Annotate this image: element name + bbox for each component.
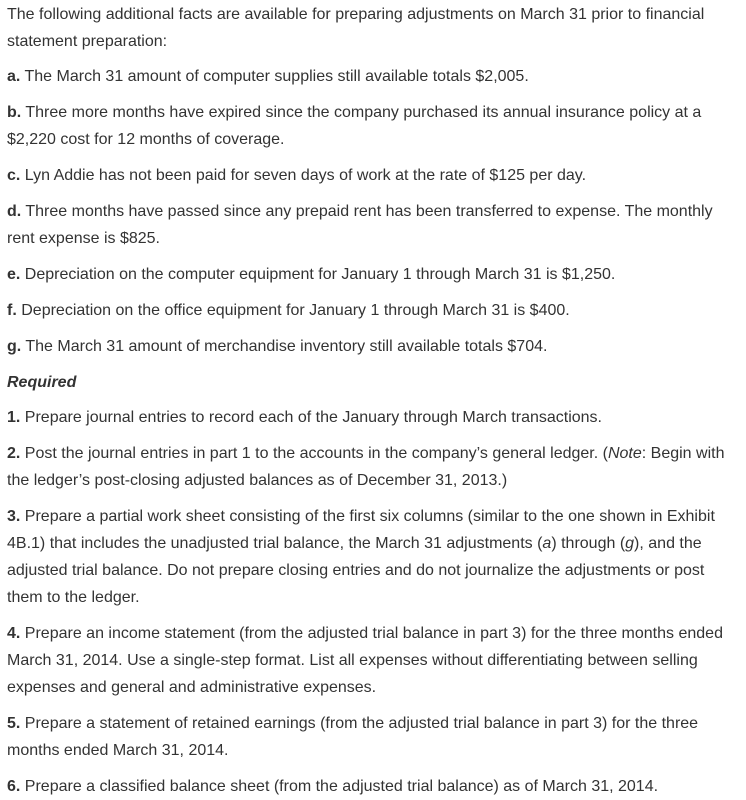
fact-text: Lyn Addie has not been paid for seven days of work at the rate of $125 per day. (24, 167, 587, 184)
required-heading: Required (7, 374, 77, 391)
requirement-label: 2. (7, 445, 21, 462)
fact-g (7, 333, 738, 360)
fact-label: e. (7, 266, 21, 283)
adjustment-ref-g: g (625, 535, 635, 552)
adjustment-ref-a: a (542, 535, 552, 552)
requirement-2 (7, 440, 738, 494)
fact-label: c. (7, 167, 21, 184)
requirement-label: 4. (7, 625, 21, 642)
fact-e (7, 261, 738, 288)
requirement-label: 1. (7, 409, 21, 426)
fact-label: f. (7, 302, 17, 319)
fact-label: a. (7, 68, 21, 85)
requirement-text: Prepare an income statement (from the adjusted trial balance in part 3) for the three months ended March 31, 2014. Use a single-step format. List all expenses without differentiating between selling expenses and general and administrative expenses. (7, 625, 723, 696)
requirement-5 (7, 710, 738, 764)
fact-text: Depreciation on the office equipment for January 1 through March 31 is $400. (21, 302, 570, 319)
requirement-3 (7, 503, 738, 611)
requirement-text: Prepare a classified balance sheet (from the adjusted trial balance) as of March 31, 2014. (24, 778, 659, 795)
requirement-label: 6. (7, 778, 21, 795)
fact-b (7, 99, 738, 153)
requirement-label: 3. (7, 508, 21, 525)
fact-a (7, 63, 738, 90)
requirement-text: Prepare a statement of retained earnings (from the adjusted trial balance in part 3) for the three months ended March 31, 2014. (7, 715, 699, 759)
fact-d (7, 198, 738, 252)
requirement-text-continued: ), and the adjusted trial balance. Do not prepare closing entries and do not journalize the adjustments or post them to the ledger. (7, 535, 705, 606)
fact-label: d. (7, 203, 22, 220)
fact-text: The March 31 amount of computer supplies still available totals $2,005. (24, 68, 529, 85)
note-word: Note (607, 445, 642, 462)
requirement-label: 5. (7, 715, 21, 732)
fact-text: Three months have passed since any prepaid rent has been transferred to expense. The monthly rent expense is $825. (7, 203, 713, 247)
requirement-text: Prepare journal entries to record each of the January through March transactions. (24, 409, 602, 426)
fact-text: Three more months have expired since the company purchased its annual insurance policy at a $2,220 cost for 12 months of coverage. (7, 104, 702, 148)
fact-label: g. (7, 338, 22, 355)
fact-text: Depreciation on the computer equipment for January 1 through March 31 is $1,250. (24, 266, 616, 283)
requirement-text: Prepare a partial work sheet consisting of the first six columns (similar to the one shown in Exhibit 4B.1) that includes the unadjusted trial balance, the March 31 adjustments ( (7, 508, 715, 552)
fact-text: The March 31 amount of merchandise inventory still available totals $704. (25, 338, 548, 355)
requirement-text-continued: : Begin with the ledger’s post-closing adjusted balances as of December 31, 2013.) (7, 445, 725, 489)
fact-f (7, 297, 738, 324)
requirement-text-mid: ) through ( (551, 535, 626, 552)
fact-label: b. (7, 104, 22, 121)
requirement-text: Post the journal entries in part 1 to the accounts in the company’s general ledger. ( (24, 445, 608, 462)
requirement-1 (7, 404, 738, 431)
requirement-4 (7, 620, 738, 701)
intro-paragraph: The following additional facts are available for preparing adjustments on March 31 prior to financial statement preparation: (7, 6, 705, 50)
fact-c (7, 162, 738, 189)
